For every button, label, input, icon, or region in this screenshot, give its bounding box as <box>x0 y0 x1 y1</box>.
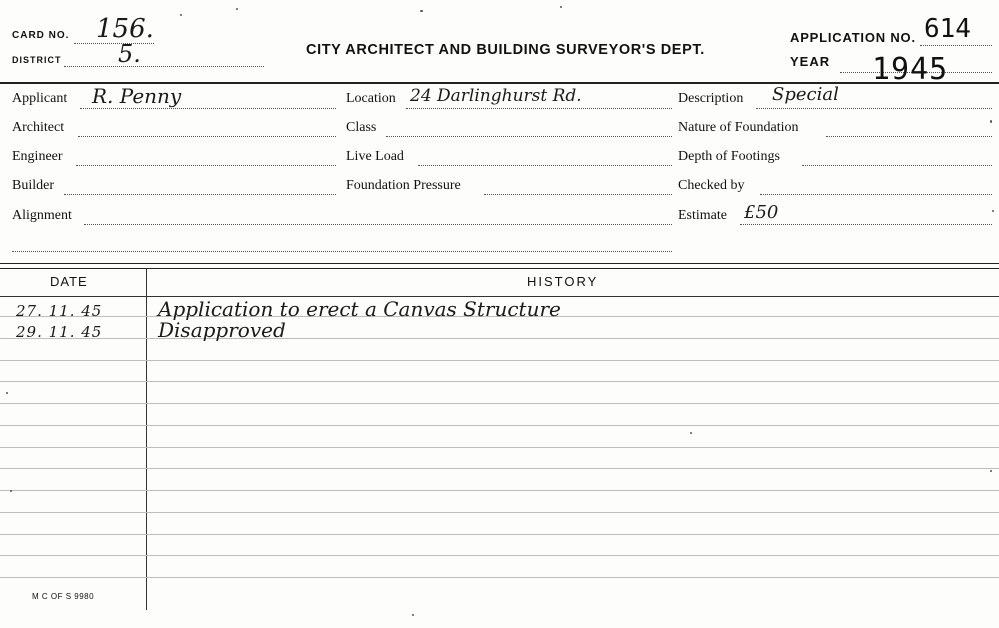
form-code: M C OF S 9980 <box>32 592 95 601</box>
year-label: YEAR <box>790 54 831 69</box>
section-rule-bottom <box>0 268 999 269</box>
engineer-label: Engineer <box>12 149 63 164</box>
application-no-value: 614 <box>924 14 971 44</box>
nature-of-foundation-line <box>826 136 992 137</box>
ruled-line <box>0 512 999 513</box>
class-line <box>386 136 672 137</box>
checked-by-line <box>760 194 992 195</box>
history-date: 29. 11. 45 <box>16 323 103 341</box>
date-column-header: DATE <box>50 274 88 289</box>
scan-speck <box>690 432 692 434</box>
scan-speck <box>990 120 992 123</box>
scan-speck <box>6 392 8 394</box>
engineer-line <box>76 165 336 166</box>
ruled-line <box>0 425 999 426</box>
year-value: 1945 <box>872 52 949 87</box>
depth-of-footings-label: Depth of Footings <box>678 149 780 164</box>
application-no-label: APPLICATION NO. <box>790 30 916 45</box>
scan-speck <box>180 14 182 16</box>
builder-label: Builder <box>12 178 54 193</box>
description-label: Description <box>678 91 744 106</box>
foundation-pressure-label: Foundation Pressure <box>346 178 461 193</box>
ruled-line <box>0 534 999 535</box>
description-line <box>756 108 992 109</box>
column-divider <box>146 268 147 610</box>
scan-speck <box>10 490 12 492</box>
depth-of-footings-line <box>802 165 992 166</box>
estimate-line <box>740 224 992 225</box>
card-no-value: 156. <box>96 14 154 44</box>
ruled-line <box>0 403 999 404</box>
nature-of-foundation-label: Nature of Foundation <box>678 120 799 135</box>
builder-line <box>64 194 336 195</box>
history-column-header: HISTORY <box>527 274 599 289</box>
page-title: CITY ARCHITECT AND BUILDING SURVEYOR'S DEPT. <box>306 42 705 58</box>
location-line <box>406 108 672 109</box>
applicant-label: Applicant <box>12 91 68 106</box>
card-no-label: CARD NO. <box>12 30 70 41</box>
estimate-label: Estimate <box>678 208 727 223</box>
live-load-label: Live Load <box>346 149 404 164</box>
scan-speck <box>420 10 423 12</box>
architect-line <box>78 136 336 137</box>
architect-label: Architect <box>12 120 65 135</box>
live-load-line <box>418 165 672 166</box>
application-no-line <box>920 45 992 46</box>
description-value: Special <box>772 84 839 105</box>
alignment-label: Alignment <box>12 208 72 223</box>
ruled-line <box>0 555 999 556</box>
checked-by-label: Checked by <box>678 178 745 193</box>
ruled-line <box>0 468 999 469</box>
ruled-line <box>0 577 999 578</box>
history-date: 27. 11. 45 <box>16 302 103 320</box>
scan-speck <box>990 470 992 472</box>
applicant-line <box>80 108 336 109</box>
location-value: 24 Darlinghurst Rd. <box>410 86 582 106</box>
history-entry: Application to erect a Canvas Structure <box>158 297 561 321</box>
scan-speck <box>560 6 562 8</box>
ruled-line <box>0 490 999 491</box>
applicant-value: R. Penny <box>92 84 182 108</box>
ruled-line <box>0 447 999 448</box>
blank-line <box>12 251 672 252</box>
district-line <box>64 66 264 67</box>
scan-speck <box>412 614 414 616</box>
ruled-line <box>0 381 999 382</box>
ruled-line <box>0 338 999 339</box>
location-label: Location <box>346 91 396 106</box>
foundation-pressure-line <box>484 194 672 195</box>
scan-speck <box>992 210 994 212</box>
district-label: DISTRICT <box>12 55 62 65</box>
history-entry: Disapproved <box>158 318 286 342</box>
alignment-line <box>84 224 672 225</box>
ruled-line <box>0 360 999 361</box>
class-label: Class <box>346 120 377 135</box>
estimate-value: £50 <box>744 202 779 223</box>
section-rule-top <box>0 263 999 264</box>
district-value: 5. <box>118 40 141 68</box>
scan-speck <box>236 8 238 10</box>
